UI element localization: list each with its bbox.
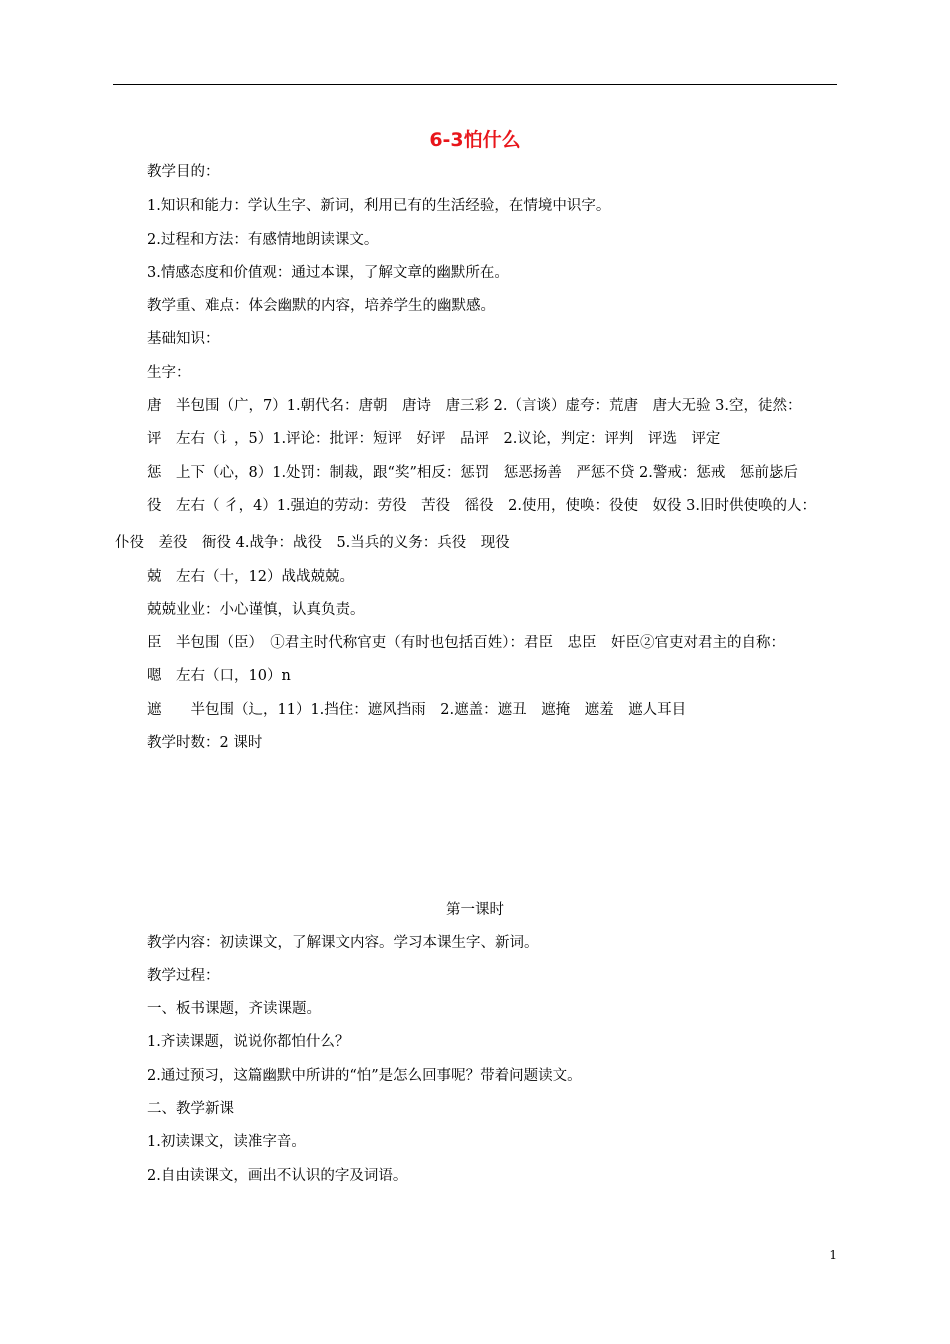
objectives-heading: 教学目的： (147, 164, 220, 180)
char-chen: 臣 半包围（臣） ①君主时代称官吏（有时也包括百姓）：君臣 忠臣 奸臣②官吏对君主的自称： (147, 635, 785, 651)
new-characters-heading: 生字： (147, 365, 191, 381)
header-rule (113, 84, 837, 85)
step-one-heading: 一、板书课题，齐读课题。 (147, 1001, 321, 1017)
page-number: 1 (829, 1248, 837, 1262)
document-title: 6-3怕什么 (429, 129, 521, 151)
char-jing: 兢 左右（十，12）战战兢兢。 (147, 569, 354, 585)
objective-knowledge: 1.知识和能力：学认生字、新词，利用已有的生活经验，在情境中识字。 (147, 198, 611, 214)
step-two-item-2: 2.自由读课文，画出不认识的字及词语。 (147, 1168, 408, 1184)
teaching-hours: 教学时数：2 课时 (147, 735, 263, 751)
char-cheng: 惩 上下（心，8）1.处罚：制裁，跟“奖”相反：惩罚 惩恶扬善 严惩不贷 2.警戒：惩戒 惩前毖后 (147, 465, 798, 481)
teaching-process-heading: 教学过程： (147, 968, 220, 984)
char-zhe: 遮 半包围（辶，11）1.挡住：遮风挡雨 2.遮盖：遮丑 遮掩 遮羞 遮人耳目 (147, 702, 687, 718)
char-yi: 役 左右（ 彳，4）1.强迫的劳动：劳役 苦役 徭役 2.使用，使唤：役使 奴役 3.旧时供使唤的人： (147, 498, 816, 514)
basics-heading: 基础知识： (147, 331, 220, 347)
step-two-heading: 二、教学新课 (147, 1101, 234, 1117)
step-one-item-2: 2.通过预习，这篇幽默中所讲的“怕”是怎么回事呢？带着问题读文。 (147, 1068, 582, 1084)
step-two-item-1: 1.初读课文，读准字音。 (147, 1134, 306, 1150)
char-yi-continued: 仆役 差役 衙役 4.战争：战役 5.当兵的义务：兵役 现役 (115, 535, 510, 551)
key-points: 教学重、难点：体会幽默的内容，培养学生的幽默感。 (147, 298, 495, 314)
section-title: 第一课时 (446, 902, 504, 918)
teaching-content: 教学内容：初读课文，了解课文内容。学习本课生字、新词。 (147, 935, 539, 951)
objective-attitude: 3.情感态度和价值观：通过本课，了解文章的幽默所在。 (147, 265, 509, 281)
char-ping: 评 左右（讠，5）1.评论：批评：短评 好评 品评 2.议论，判定：评判 评选 评定 (147, 431, 721, 447)
objective-process: 2.过程和方法：有感情地朗读课文。 (147, 232, 379, 248)
char-tang: 唐 半包围（广，7）1.朝代名：唐朝 唐诗 唐三彩 2.（言谈）虚夸：荒唐 唐大无验 3.空，徒然： (147, 398, 802, 414)
char-en: 嗯 左右（口，10）n (147, 668, 291, 684)
idiom-jingjingyeye: 兢兢业业：小心谨慎，认真负责。 (147, 602, 365, 618)
step-one-item-1: 1.齐读课题，说说你都怕什么？ (147, 1034, 350, 1050)
